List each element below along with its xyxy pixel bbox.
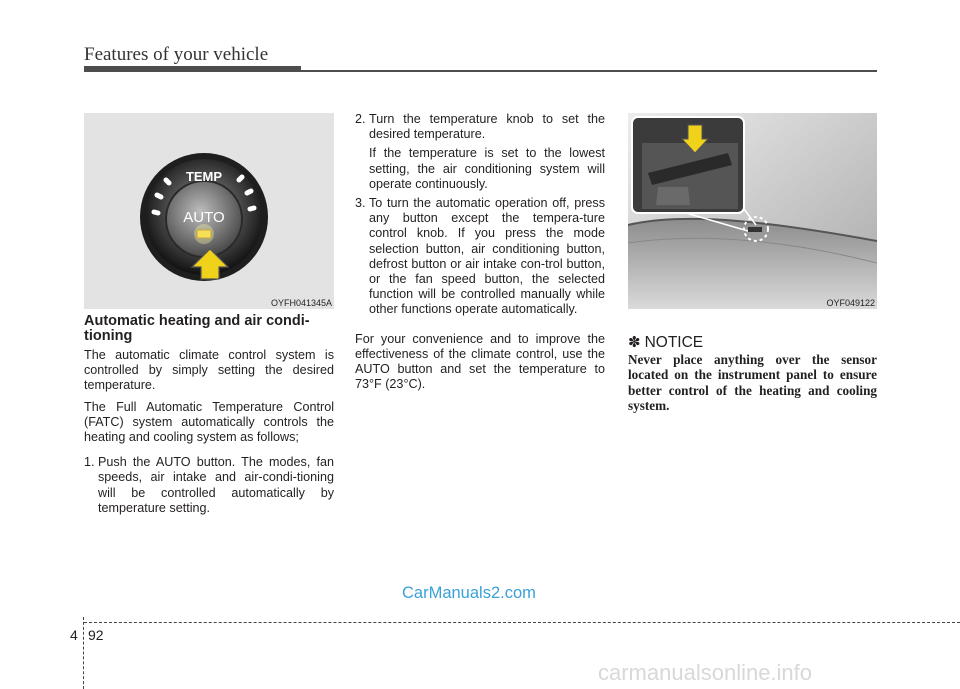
sensor-location-figure [628, 113, 877, 309]
convenience-paragraph: For your convenience and to improve the effectiveness of the climate control, use the AUTO button and set the temperature to 73°F (23°C). [355, 331, 605, 392]
footer-divider-vertical [83, 617, 85, 689]
section-heading: Automatic heating and air condi-tioning [84, 313, 310, 344]
header-rule [84, 70, 877, 72]
step-note: If the temperature is set to the lowest setting, the air conditioning system will operate continuously. [369, 146, 605, 191]
figure-code: OYFH041345A [270, 298, 332, 308]
column-middle [355, 112, 605, 398]
list-item [84, 455, 334, 516]
site-watermark: carmanualsonline.info [598, 660, 813, 685]
dashboard-sensor-illustration [628, 113, 877, 309]
list-item [355, 196, 605, 318]
auto-knob-figure [84, 113, 334, 309]
list-text: Push the AUTO button. The modes, fan speeds, air intake and air-condi-tioning will be controlled automatically by temperature setting. [98, 455, 334, 515]
watermark-link[interactable]: CarManuals2.com [402, 584, 536, 602]
list-number: 2. [355, 112, 366, 126]
notice-star-icon: ✽ [628, 334, 641, 351]
notice-title [628, 333, 703, 352]
fatc-paragraph: The Full Automatic Temperature Control (FATC) system automatically controls the heating and cooling system as follows; [84, 399, 334, 445]
column-left [84, 348, 334, 522]
list-number: 1. [84, 455, 95, 470]
list-text: Turn the temperature knob to set the desired temperature. [369, 112, 605, 142]
figure-code: OYF049122 [826, 298, 875, 308]
footer-divider-horizontal [84, 622, 960, 623]
chapter-number: 4 [70, 627, 78, 643]
temp-ring-label: TEMP [185, 169, 223, 184]
page-number: 92 [88, 627, 104, 643]
list-item [355, 112, 605, 142]
auto-knob-label: AUTO [183, 209, 225, 226]
notice-body: Never place anything over the sensor located on the instrument panel to ensure better control of the heating and cooling system. [628, 352, 877, 414]
auto-knob-illustration [84, 113, 334, 309]
notice-title-text: NOTICE [644, 334, 704, 351]
list-text: To turn the automatic operation off, press any button except the tempera-ture control knob. If you press the mode selection button, air conditioning button, defrost button or air intake con-trol button, or the fan speed button, the selected function will be controlled manually while other functions operate automatically. [369, 196, 605, 317]
intro-paragraph: The automatic climate control system is controlled by simply setting the desired temperature. [84, 348, 334, 393]
list-number: 3. [355, 196, 366, 211]
page-header-title: Features of your vehicle [84, 44, 269, 65]
